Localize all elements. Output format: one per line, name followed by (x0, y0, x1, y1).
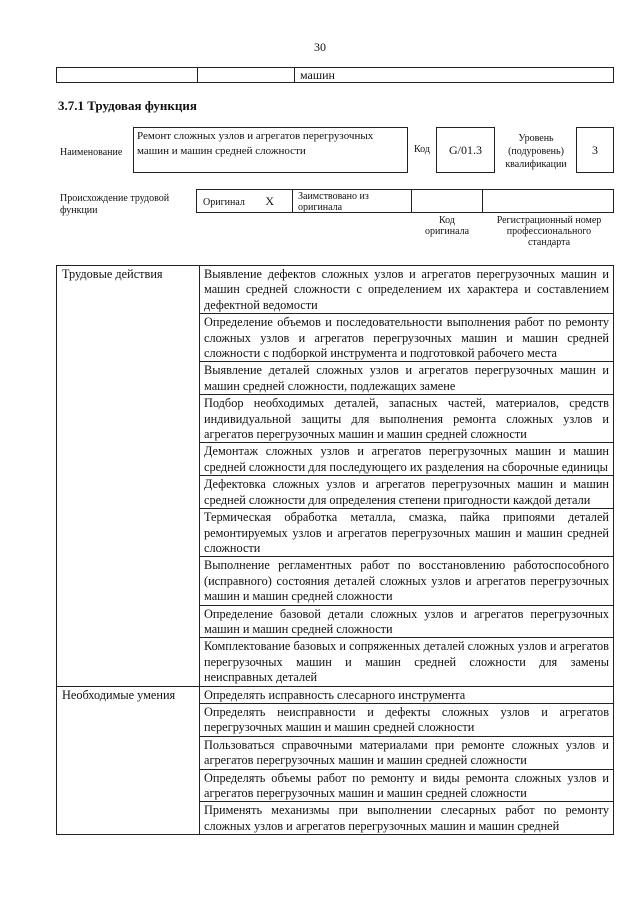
section-title: 3.7.1 Трудовая функция (58, 98, 197, 113)
main-table (56, 265, 614, 835)
skill-item: Определять исправность слесарного инструмента (200, 686, 614, 703)
name-value-cell (133, 127, 408, 173)
labor-action-item: Комплектование базовых и сопряженных деталей сложных узлов и агрегатов перегрузочных машин и машин средней сложности для замены неисправных деталей (200, 638, 614, 686)
level-value: 3 (592, 143, 598, 157)
code-value: G/01.3 (449, 143, 482, 157)
labor-action-item: Демонтаж сложных узлов и агрегатов перегрузочных машин и машин средней сложности для последующего их разделения на сборочные единицы (200, 443, 614, 476)
top-row-cell-3 (294, 67, 614, 83)
reg-number-caption: Регистрационный номер профессионального стандарта (496, 215, 602, 248)
original-label: Оригинал (203, 197, 245, 208)
level-value-cell (576, 127, 614, 173)
labor-actions-label: Трудовые действия (57, 266, 200, 687)
origin-label: Происхождение трудовой функции (60, 193, 170, 216)
top-row-cell-1 (56, 67, 198, 83)
borrowed-cell (292, 189, 412, 213)
labor-action-item: Выявление деталей сложных узлов и агрегатов перегрузочных машин и машин средней сложности, подлежащих замене (200, 362, 614, 395)
level-label: Уровень (подуровень) квалификации (505, 133, 567, 170)
table-row (57, 686, 614, 703)
code-original-caption: Код оригинала (424, 215, 470, 237)
top-row-cell-2 (197, 67, 295, 83)
name-label: Наименование (60, 147, 123, 158)
skill-item: Определять объемы работ по ремонту и виды ремонта сложных узлов и агрегатов перегрузочных машин и машин средней сложности (200, 769, 614, 802)
origin-reg-cell (482, 189, 614, 213)
page-number: 30 (314, 40, 326, 54)
skills-label: Необходимые умения (57, 686, 200, 835)
skill-item: Применять механизмы при выполнении слесарных работ по ремонту сложных узлов и агрегатов перегрузочных машин и машин средней (200, 802, 614, 835)
skill-item: Определять неисправности и дефекты сложных узлов и агрегатов перегрузочных машин и машин средней сложности (200, 703, 614, 736)
table-row (57, 266, 614, 314)
code-value-cell (436, 127, 495, 173)
origin-code-cell (411, 189, 483, 213)
borrowed-label: Заимствовано из оригинала (298, 191, 369, 213)
labor-action-item: Определение базовой детали сложных узлов и агрегатов перегрузочных машин и машин средней сложности (200, 605, 614, 638)
name-value: Ремонт сложных узлов и агрегатов перегрузочных машин и машин средней сложности (137, 130, 374, 157)
labor-action-item: Выполнение регламентных работ по восстановлению работоспособного (исправного) состояния деталей сложных узлов и агрегатов перегрузочных машин и машин средней сложности (200, 557, 614, 605)
original-mark: X (265, 194, 275, 208)
labor-action-item: Выявление дефектов сложных узлов и агрегатов перегрузочных машин и машин средней сложности с определением их характера и составлением дефектной ведомости (200, 266, 614, 314)
skill-item: Пользоваться справочными материалами при ремонте сложных узлов и агрегатов перегрузочных машин и машин средней сложности (200, 736, 614, 769)
top-row-text: машин (300, 68, 335, 82)
code-label: Код (414, 144, 430, 155)
labor-action-item: Дефектовка сложных узлов и агрегатов перегрузочных машин и машин средней сложности для определения степени пригодности каждой детали (200, 476, 614, 509)
labor-action-item: Термическая обработка металла, смазка, пайка припоями деталей ремонтируемых узлов и агрегатов перегрузочных машин и машин средней сложности (200, 509, 614, 557)
labor-action-item: Подбор необходимых деталей, запасных частей, материалов, средств индивидуальной защиты для выполнения ремонта сложных узлов и агрегатов перегрузочных машин и машин средней сложности (200, 395, 614, 443)
labor-action-item: Определение объемов и последовательности выполнения работ по ремонту сложных узлов и агрегатов перегрузочных машин и машин средней сложности с подборкой инструмента и подготовкой рабочего места (200, 314, 614, 362)
original-cell (196, 189, 293, 213)
